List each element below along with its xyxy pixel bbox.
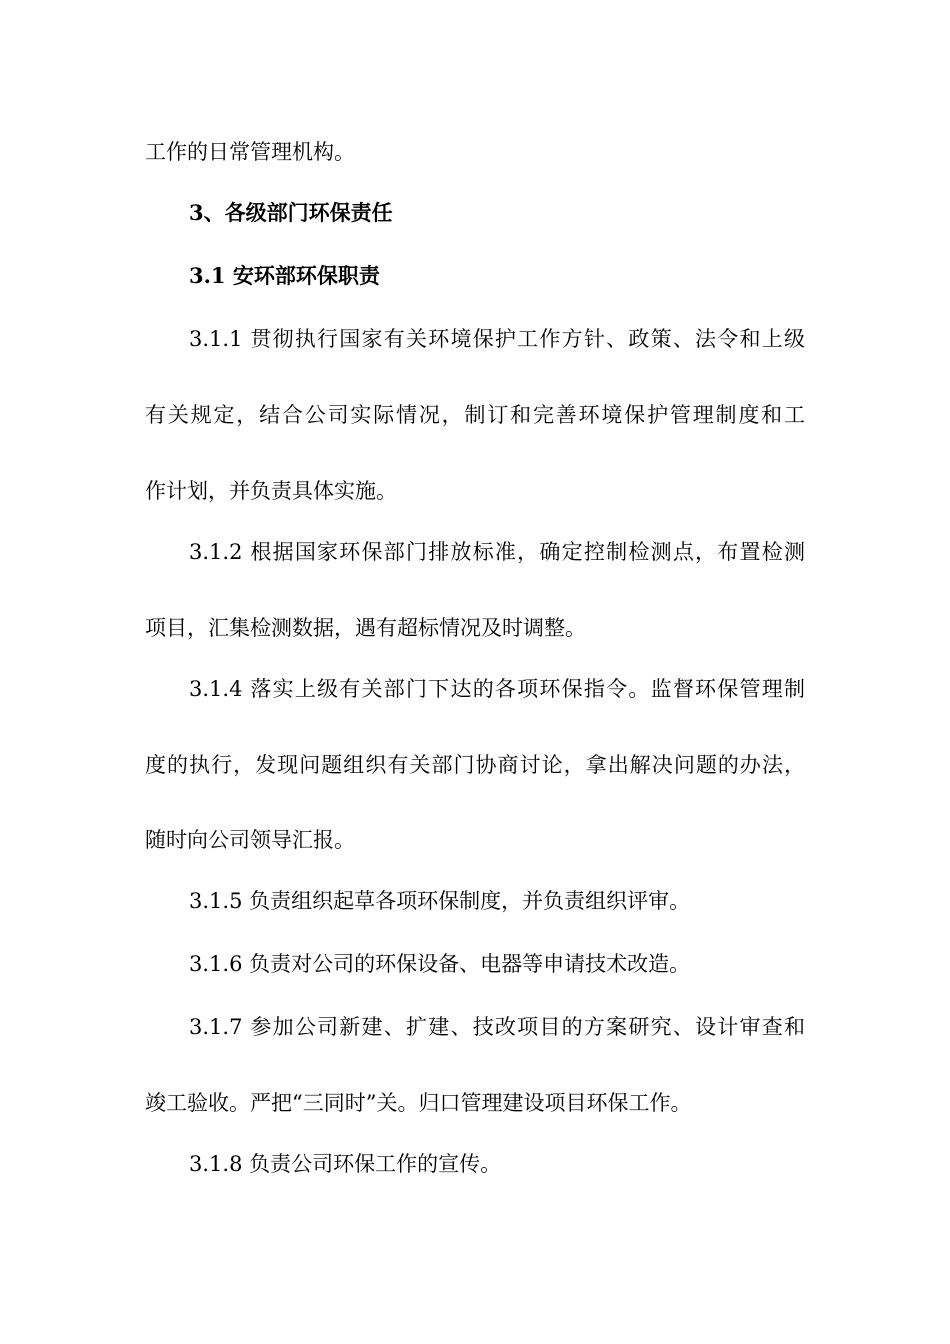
paragraph-3-1-1-line-3: 作计划，并负责具体实施。 <box>145 479 397 503</box>
paragraph-3-1-4-line-3: 随时向公司领导汇报。 <box>145 828 355 852</box>
paragraph-3-1-4-line-2: 度的执行，发现问题组织有关部门协商讨论，拿出解决问题的办法， <box>145 753 805 777</box>
paragraph-3-1-1-line-1: 3.1.1 贯彻执行国家有关环境保护工作方针、政策、法令和上级 <box>189 327 805 351</box>
section-heading: 3、各级部门环保责任 <box>189 200 393 225</box>
paragraph-3-1-1-line-2: 有关规定，结合公司实际情况，制订和完善环境保护管理制度和工 <box>145 403 805 427</box>
paragraph-3-1-8: 3.1.8 负责公司环保工作的宣传。 <box>189 1152 502 1176</box>
text-line-continuation: 工作的日常管理机构。 <box>145 140 355 164</box>
paragraph-3-1-2-line-2: 项目，汇集检测数据，遇有超标情况及时调整。 <box>145 616 586 640</box>
paragraph-3-1-7-line-1: 3.1.7 参加公司新建、扩建、技改项目的方案研究、设计审查和 <box>189 1015 805 1039</box>
paragraph-3-1-5: 3.1.5 负责组织起草各项环保制度，并负责组织评审。 <box>189 889 691 913</box>
paragraph-3-1-6: 3.1.6 负责对公司的环保设备、电器等申请技术改造。 <box>189 952 691 976</box>
paragraph-3-1-4-line-1: 3.1.4 落实上级有关部门下达的各项环保指令。监督环保管理制 <box>189 677 805 701</box>
paragraph-3-1-7-line-2: 竣工验收。严把“三同时”关。归口管理建设项目环保工作。 <box>145 1091 692 1115</box>
subsection-heading: 3.1 安环部环保职责 <box>189 263 380 288</box>
paragraph-3-1-2-line-1: 3.1.2 根据国家环保部门排放标准，确定控制检测点，布置检测 <box>189 540 805 564</box>
